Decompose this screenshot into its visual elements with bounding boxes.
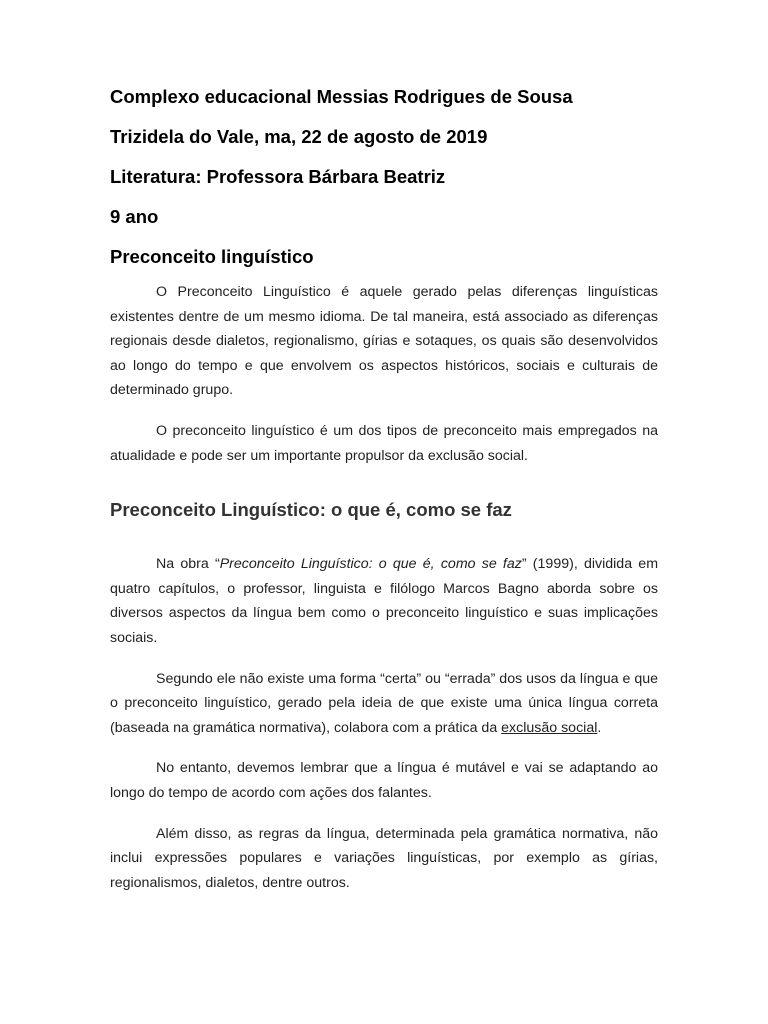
paragraph-bagno-view — [110, 667, 658, 741]
book-intro-text: Na obra “ — [156, 556, 220, 573]
paragraph-definition: O Preconceito Linguístico é aquele gerado pelas diferenças linguísticas existentes dentre de um mesmo idioma. De tal maneira, está associado as diferenças regionais desde dialetos, regionalismo, gírias e sotaques, os quais são desenvolvidos ao longo do tempo e que envolvem os aspectos históricos, sociais e culturais de determinado grupo. — [110, 284, 658, 399]
document-page — [110, 86, 658, 911]
paragraph-book — [110, 552, 658, 650]
place-and-date: Trizidela do Vale, ma, 22 de agosto de 2019 — [110, 126, 488, 147]
book-title: Preconceito Linguístico: o que é, como se faz — [219, 556, 522, 573]
subject-teacher: Literatura: Professora Bárbara Beatriz — [110, 166, 446, 187]
bagno-view-text: Segundo ele não existe uma forma “certa” ou “errada” dos usos da língua e que o preconceito linguístico, gerado pela ideia de que existe uma única língua correta (baseada na gramática normativa), colabora com a prática da — [110, 670, 658, 736]
school-name: Complexo educacional Messias Rodrigues de Sousa — [110, 86, 573, 107]
paragraph-language-change: No entanto, devemos lembrar que a língua é mutável e vai se adaptando ao longo do tempo de acordo com ações dos falantes. — [110, 760, 658, 801]
bagno-view-end: . — [597, 719, 602, 736]
book-description-text: ” (1999), dividida em quatro capítulos, o professor, linguista e filólogo Marcos Bagno aborda sobre os diversos aspectos da língua bem como o preconceito linguístico e suas implicações sociais. — [110, 556, 659, 646]
paragraph-grammar-rules: Além disso, as regras da língua, determinada pela gramática normativa, não inclui expressões populares e variações linguísticas, por exemplo as gírias, regionalismos, dialetos, dentre outros. — [110, 825, 658, 891]
paragraph-exclusion: O preconceito linguístico é um dos tipos de preconceito mais empregados na atualidade e pode ser um importante propulsor da exclusão social. — [110, 422, 658, 464]
grade: 9 ano — [110, 206, 159, 227]
section-title-preconceito: Preconceito linguístico — [110, 246, 314, 267]
exclusao-social-link[interactable]: exclusão social — [501, 719, 598, 736]
subheading-book: Preconceito Linguístico: o que é, como se faz — [110, 499, 512, 521]
